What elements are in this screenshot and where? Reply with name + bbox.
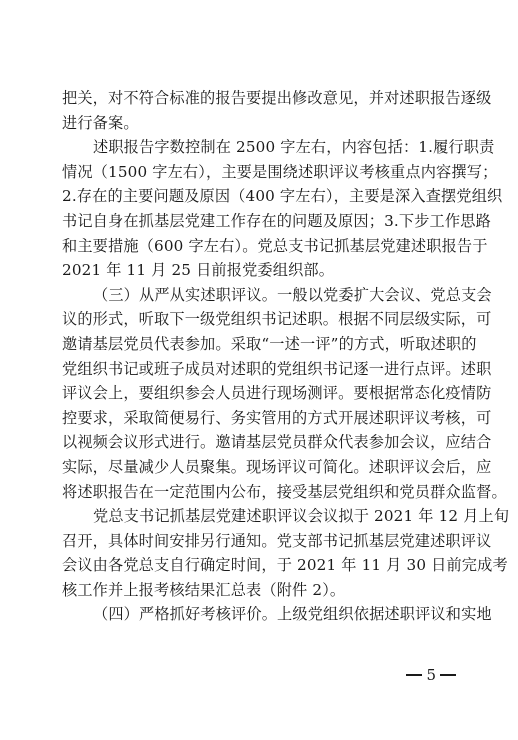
paragraph-line: 会议由各党总支自行确定时间，于 2021 年 11 月 30 日前完成考 [62,556,508,575]
paragraph-line: 评议会上，要组织参会人员进行现场测评。要根据常态化疫情防 [62,384,492,403]
paragraph-line: 述职报告字数控制在 2500 字左右，内容包括：1.履行职责 [93,138,495,157]
section-heading-line: （三）从严从实述职评议。一般以党委扩大会议、党总支会 [93,285,492,304]
paragraph-line: 邀请基层党员代表参加。采取“一述一评”的方式，听取述职的 [62,334,477,353]
paragraph-line: 2.存在的主要问题及原因（400 字左右），主要是深入查摆党组织 [62,187,503,206]
section-heading-line: （四）严格抓好考核评价。上级党组织依据述职评议和实地 [93,605,492,624]
dash-left [406,674,422,676]
paragraph-line: 2021 年 11 月 25 日前报党委组织部。 [62,261,335,280]
dash-right [440,674,456,676]
document-body [62,86,510,627]
paragraph-line: 议的形式，听取下一级党组织书记述职。根据不同层级实际，可 [62,310,492,329]
page-number: 5 [426,666,436,684]
paragraph-line: 情况（1500 字左右），主要是围绕述职评议考核重点内容撰写； [62,162,498,181]
paragraph-line: 进行备案。 [62,113,139,132]
page-footer [406,666,456,684]
paragraph-line: 实际，尽量减少人员聚集。现场评议可简化。述职评议会后，应 [62,457,492,476]
paragraph-line: 党总支书记抓基层党建述职评议会议拟于 2021 年 12 月上旬 [93,507,510,526]
paragraph-line: 控要求，采取简便易行、务实管用的方式开展述职评议考核，可 [62,408,492,427]
paragraph-line: 核工作并上报考核结果汇总表（附件 2）。 [62,580,346,599]
paragraph-line: 把关，对不符合标准的报告要提出修改意见，并对述职报告逐级 [62,89,492,107]
paragraph-line: 将述职报告在一定范围内公布，接受基层党组织和党员群众监督。 [62,482,507,501]
paragraph-line: 以视频会议形式进行。邀请基层党员群众代表参加会议，应结合 [62,433,492,452]
paragraph-line: 书记自身在抓基层党建工作存在的问题及原因；3.下步工作思路 [62,211,491,230]
paragraph-line: 和主要措施（600 字左右）。党总支书记抓基层党建述职报告于 [62,236,488,255]
paragraph-line: 党组织书记或班子成员对述职的党组织书记逐一进行点评。述职 [62,359,492,378]
paragraph-line: 召开，具体时间安排另行通知。党支部书记抓基层党建述职评议 [62,531,492,550]
